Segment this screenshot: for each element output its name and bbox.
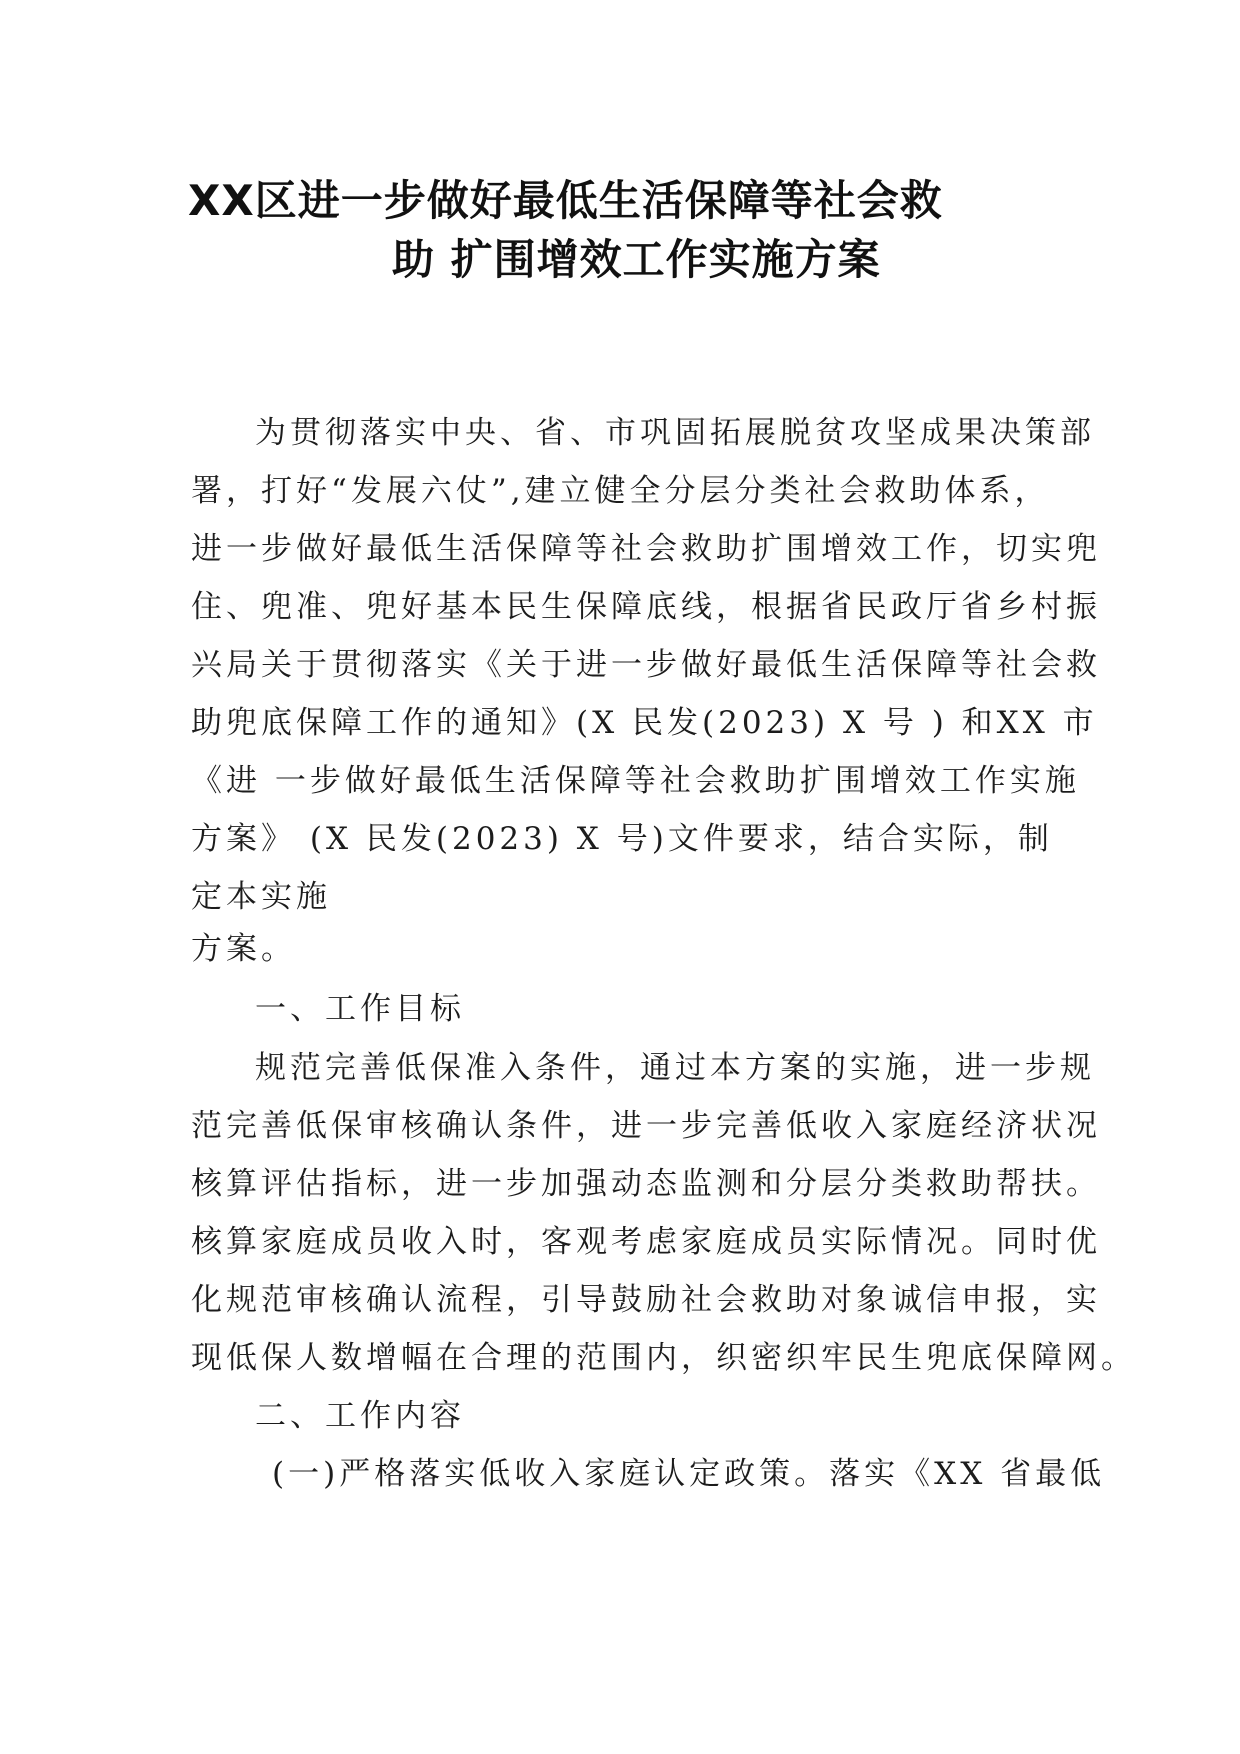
intro-line: 《进 一步做好最低生活保障等社会救助扩围增效工作实施 [191, 763, 1080, 799]
intro-line: 住、兜准、兜好基本民生保障底线，根据省民政厅省乡村振 [191, 589, 1101, 625]
document-title-line-2: 助 扩围增效工作实施方案 [392, 235, 881, 284]
goals-line: 化规范审核确认流程，引导鼓励社会救助对象诚信申报，实 [191, 1282, 1101, 1318]
section-heading-content: 二、工作内容 [255, 1398, 465, 1434]
goals-line: 现低保人数增幅在合理的范围内，织密织牢民生兜底保障网。 [191, 1340, 1136, 1376]
goals-line: 规范完善低保准入条件，通过本方案的实施，进一步规 [255, 1050, 1095, 1086]
intro-line: 方案》 (X 民发(2023) X 号)文件要求，结合实际，制 [191, 821, 1053, 857]
content-item-1: (一)严格落实低收入家庭认定政策。落实《XX 省最低 [272, 1456, 1106, 1492]
intro-line: 进一步做好最低生活保障等社会救助扩围增效工作，切实兜 [191, 531, 1101, 567]
intro-line: 署，打好“发展六仗”,建立健全分层分类社会救助体系， [191, 473, 1050, 509]
document-title-line-1: XX区进一步做好最低生活保障等社会救 [188, 176, 943, 225]
goals-line: 核算家庭成员收入时，客观考虑家庭成员实际情况。同时优 [191, 1224, 1101, 1260]
intro-line: 兴局关于贯彻落实《关于进一步做好最低生活保障等社会救 [191, 647, 1101, 683]
goals-line: 范完善低保审核确认条件，进一步完善低收入家庭经济状况 [191, 1108, 1101, 1144]
intro-line: 为贯彻落实中央、省、市巩固拓展脱贫攻坚成果决策部 [255, 415, 1095, 451]
goals-line: 核算评估指标，进一步加强动态监测和分层分类救助帮扶。 [191, 1166, 1101, 1202]
intro-line: 方案。 [191, 931, 296, 967]
intro-line: 定本实施 [191, 879, 331, 915]
intro-line: 助兜底保障工作的通知》(X 民发(2023) X 号 ) 和XX 市 [191, 705, 1098, 741]
section-heading-goals: 一、工作目标 [255, 991, 465, 1027]
